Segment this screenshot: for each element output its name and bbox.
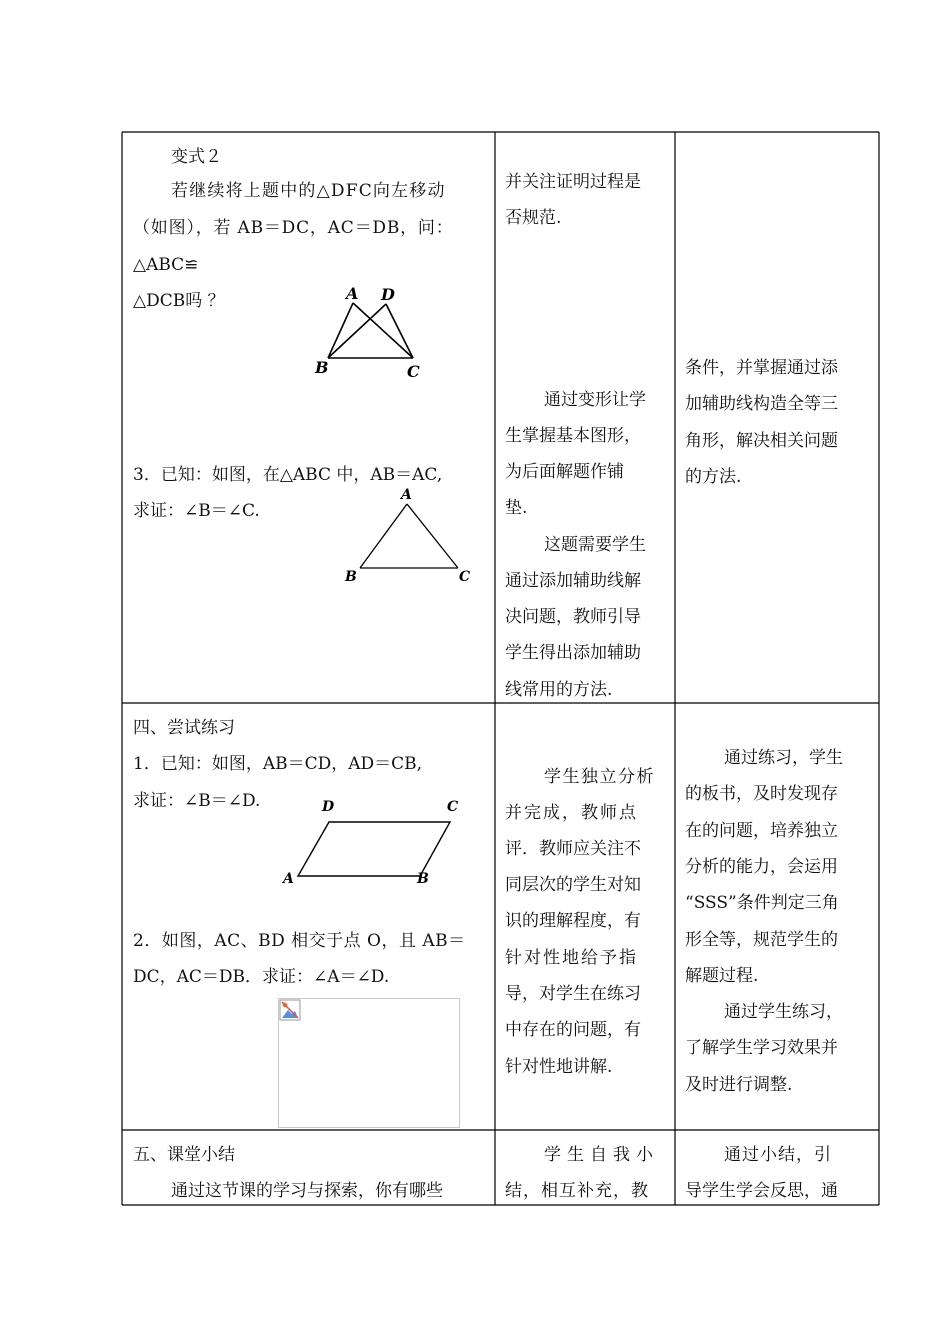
variant-text-line-4: △DCB吗 ？ bbox=[133, 291, 225, 311]
figure-parallelogram bbox=[280, 794, 470, 890]
mid-practice-3: 评．教师应关注不 bbox=[505, 839, 641, 859]
variant-title: 变式２ bbox=[171, 147, 222, 167]
right-practice-4: 分析的能力，会运用 bbox=[685, 857, 838, 877]
mid-practice-4: 同层次的学生对知 bbox=[505, 875, 641, 895]
right-practice-3: 在的问题，培养独立 bbox=[685, 821, 838, 841]
mid-text-8: 学生得出添加辅助 bbox=[505, 643, 641, 663]
mid-text-5: 这题需要学生 bbox=[544, 535, 646, 555]
right-practice-2: 的板书，及时发现存 bbox=[685, 784, 838, 804]
mid-practice-5: 识的理解程度，有 bbox=[505, 911, 641, 931]
right-text-3: 角形，解决相关问题 bbox=[685, 431, 838, 451]
right-text-2: 加辅助线构造全等三 bbox=[685, 394, 838, 414]
mid-summary-1: 学生自我小 bbox=[544, 1145, 659, 1165]
mid-practice-8: 中存在的问题，有 bbox=[505, 1020, 641, 1040]
variant-text-line-1: 若继续将上题中的△DFC向左移动 bbox=[171, 181, 446, 201]
right-text-4: 的方法. bbox=[685, 467, 742, 487]
mid-text-6: 通过添加辅助线解 bbox=[505, 571, 641, 591]
right-practice-1: 通过练习，学生 bbox=[724, 748, 843, 768]
fig3-label-c: C bbox=[447, 799, 459, 815]
practice-q2-line-2: DC，AC＝DB．求证：∠A＝∠D. bbox=[133, 967, 390, 987]
mid-summary-2: 结，相互补充，教 bbox=[505, 1181, 649, 1201]
fig2-label-a: A bbox=[401, 487, 412, 503]
right-summary-1: 通过小结，引 bbox=[724, 1145, 832, 1165]
right-practice-8: 通过学生练习， bbox=[724, 1002, 843, 1022]
right-text-1: 条件，并掌握通过添 bbox=[685, 358, 838, 378]
practice-q1-line-1: 1．已知：如图，AB＝CD，AD＝CB, bbox=[133, 754, 423, 774]
fig3-label-a: A bbox=[283, 871, 294, 887]
mid-text-2: 生掌握基本图形， bbox=[505, 426, 641, 446]
fig2-label-c: C bbox=[459, 569, 471, 584]
mid-practice-9: 针对性地讲解. bbox=[505, 1057, 613, 1077]
fig1-label-d: D bbox=[381, 285, 395, 304]
section-4-heading: 四、尝试练习 bbox=[133, 718, 235, 738]
mid-practice-1: 学生独立分析 bbox=[544, 767, 655, 787]
summary-text: 通过这节课的学习与探索，你有哪些 bbox=[171, 1181, 443, 1201]
variant-text-line-2: （如图），若 AB＝DC，AC＝DB，问： bbox=[133, 218, 454, 238]
fig3-label-b: B bbox=[417, 871, 429, 887]
practice-q1-line-2: 求证：∠B＝∠D. bbox=[133, 791, 261, 811]
right-practice-5: “SSS”条件判定三角 bbox=[685, 893, 839, 913]
question-3-line-1: 3．已知：如图，在△ABC 中，AB＝AC, bbox=[133, 465, 443, 485]
mid-practice-2: 并完成，教师点 bbox=[505, 803, 638, 823]
mid-text-4: 垫. bbox=[505, 498, 528, 518]
mid-text-top-2: 否规范. bbox=[505, 208, 562, 228]
mid-text-7: 决问题，教师引导 bbox=[505, 607, 641, 627]
right-practice-10: 及时进行调整. bbox=[685, 1075, 793, 1095]
mid-text-1: 通过变形让学 bbox=[544, 390, 646, 410]
fig3-label-d: D bbox=[322, 799, 335, 815]
fig1-label-c: C bbox=[407, 362, 420, 381]
right-summary-2: 导学生学会反思，通 bbox=[685, 1181, 838, 1201]
broken-image-icon bbox=[279, 999, 301, 1021]
mid-practice-6: 针对性地给予指 bbox=[505, 948, 638, 968]
mid-text-top-1: 并关注证明过程是 bbox=[505, 172, 641, 192]
right-practice-7: 解题过程. bbox=[685, 966, 759, 986]
fig1-label-b: B bbox=[315, 358, 329, 377]
question-3-line-2: 求证：∠B＝∠C. bbox=[133, 501, 260, 521]
figure-overlapping-triangles bbox=[310, 282, 430, 382]
mid-text-3: 为后面解题作铺 bbox=[505, 462, 624, 482]
practice-q2-line-1: 2．如图，AC、BD 相交于点 O，且 AB＝ bbox=[133, 931, 466, 951]
right-practice-9: 了解学生学习效果并 bbox=[685, 1038, 838, 1058]
variant-text-line-3: △ABC≌ bbox=[133, 255, 199, 275]
figure-isosceles-triangle bbox=[340, 484, 480, 584]
fig1-label-a: A bbox=[346, 284, 359, 303]
right-practice-6: 形全等，规范学生的 bbox=[685, 930, 838, 950]
fig2-label-b: B bbox=[345, 569, 357, 584]
mid-text-9: 线常用的方法. bbox=[505, 680, 613, 700]
mid-practice-7: 导，对学生在练习 bbox=[505, 984, 641, 1004]
section-5-heading: 五、课堂小结 bbox=[133, 1145, 235, 1165]
image-placeholder bbox=[278, 998, 460, 1128]
